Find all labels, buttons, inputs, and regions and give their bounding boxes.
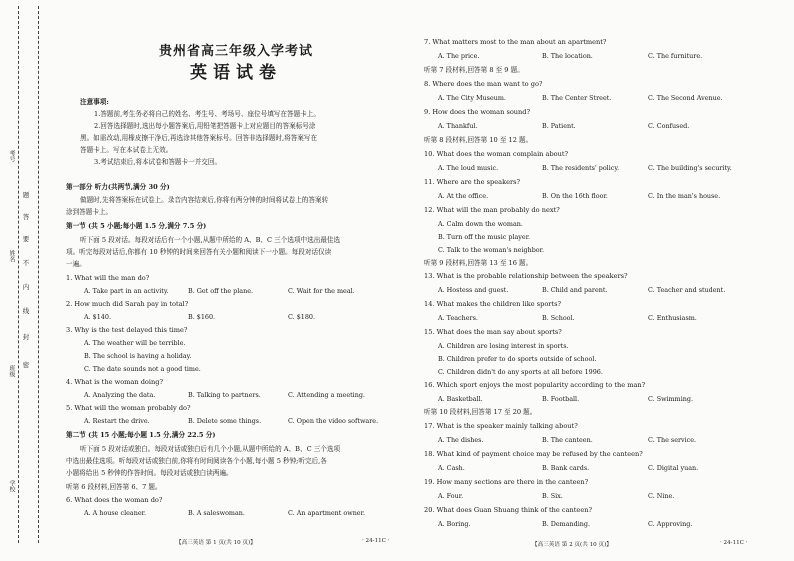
name-label: 姓名 xyxy=(8,250,15,262)
option-a: A. At the office. xyxy=(438,192,489,200)
option-a: A. The price. xyxy=(438,52,480,60)
option-c: C. The date sounds not a good time. xyxy=(84,365,201,373)
section2-intro: 中选出最佳选项。听每段对话或独白前,你将有时间阅读各个小题,每小题 5 秒钟;听完后,各 xyxy=(66,457,327,465)
option-b: B. The residents' policy. xyxy=(542,164,620,172)
option-a: A. Boring. xyxy=(438,520,471,528)
option-a: A. Restart the drive. xyxy=(84,417,150,425)
option-a: A. Four. xyxy=(438,492,464,500)
school-label: 学校 xyxy=(8,480,15,492)
notes-heading: 注意事项: xyxy=(80,98,109,106)
option-a: A. The loud music. xyxy=(438,164,499,172)
question-5: 5. What will the woman probably do? xyxy=(66,404,191,412)
seal-char: 答 xyxy=(22,213,30,221)
option-a: A. Hostess and guest. xyxy=(438,286,509,294)
question-16: 16. Which sport enjoys the most popularity according to the man? xyxy=(424,381,646,389)
option-c: C. The building's security. xyxy=(648,164,732,172)
section1-intro: 项。听完每段对话后,你都有 10 秒钟的时间来回答有关小题和阅读下一小题。每段对话仅读 xyxy=(66,248,332,256)
exam-no-label: 考号 xyxy=(8,150,15,162)
option-c: C. Swimming. xyxy=(648,395,694,403)
question-7: 7. What matters most to the man about an apartment? xyxy=(424,38,607,46)
option-b: B. The Center Street. xyxy=(542,94,612,102)
listen-instruction: 听第 6 段材料,回答第 6、7 题。 xyxy=(66,483,162,491)
option-c: C. The service. xyxy=(648,436,697,444)
option-b: B. The location. xyxy=(542,52,593,60)
option-a: A. Teachers. xyxy=(438,314,478,322)
question-4: 4. What is the woman doing? xyxy=(66,378,164,386)
option-a: A. The dishes. xyxy=(438,436,484,444)
option-a: A. Cash. xyxy=(438,464,465,472)
section1-intro: 听下面 5 段对话。每段对话后有一个小题,从题中所给的 A、B、C 三个选项中选出最佳选 xyxy=(80,236,341,244)
option-b: B. Bank cards. xyxy=(542,464,590,472)
option-a: A. Basketball. xyxy=(438,395,483,403)
option-b: B. The canteen. xyxy=(542,436,593,444)
option-c: C. Wait for the meal. xyxy=(288,287,355,295)
option-a: A. Thankful. xyxy=(438,122,478,130)
question-6: 6. What does the woman do? xyxy=(66,496,163,504)
section2-intro: 听下面 5 段对话或独白。每段对话或独白后有几个小题,从题中所给的 A、B、C 三个选项 xyxy=(80,445,341,453)
option-c: C. Approving. xyxy=(648,520,693,528)
question-8: 8. Where does the man want to go? xyxy=(424,80,543,88)
section2-heading: 第二节 (共 15 小题;每小题 1.5 分,满分 22.5 分) xyxy=(66,431,216,439)
option-b: B. Turn off the music player. xyxy=(438,233,531,241)
option-a: A. Analyzing the data. xyxy=(84,391,156,399)
page-code: · 24-11C · xyxy=(720,540,748,546)
section1-intro: 一遍。 xyxy=(66,260,86,268)
page-footer: 【高三英语 第 1 页(共 10 页)】 xyxy=(176,540,256,546)
option-c: C. Enthusiasm. xyxy=(648,314,697,322)
question-1: 1. What will the man do? xyxy=(66,274,150,282)
option-b: B. Child and parent. xyxy=(542,286,608,294)
question-9: 9. How does the woman sound? xyxy=(424,108,531,116)
question-13: 13. What is the probable relationship between the speakers? xyxy=(424,272,628,280)
question-19: 19. How many sections are there in the canteen? xyxy=(424,478,589,486)
option-a: A. The City Museum. xyxy=(438,94,506,102)
option-a: A. The weather will be terrible. xyxy=(84,339,186,347)
option-c: C. Teacher and student. xyxy=(648,286,726,294)
seal-char: 内 xyxy=(22,283,30,291)
question-3: 3. Why is the test delayed this time? xyxy=(66,326,188,334)
exam-title: 贵州省高三年级入学考试 xyxy=(158,44,313,59)
listen-instruction: 听第 10 段材料,回答第 17 至 20 题。 xyxy=(424,408,537,416)
option-a: A. A house cleaner. xyxy=(84,509,146,517)
notes-line: 3.考试结束后,将本试卷和答题卡一并交回。 xyxy=(94,158,222,166)
page-footer: 【高三英语 第 2 页(共 10 页)】 xyxy=(532,542,612,548)
option-c: C. Children didn't do any sports at all before 1996. xyxy=(438,368,603,376)
option-c: C. Confused. xyxy=(648,122,690,130)
option-a: A. Calm down the woman. xyxy=(438,220,523,228)
option-c: C. $180. xyxy=(288,313,316,321)
option-b: B. A saleswoman. xyxy=(188,509,245,517)
option-b: B. $160. xyxy=(188,313,216,321)
option-b: B. Patient. xyxy=(542,122,576,130)
option-b: B. Talking to partners. xyxy=(188,391,261,399)
option-a: A. Take part in an activity. xyxy=(84,287,169,295)
option-b: B. Six. xyxy=(542,492,563,500)
option-a: A. Children are losing interest in sports. xyxy=(438,342,569,350)
binding-strip xyxy=(0,0,62,561)
class-label: 班级 xyxy=(8,365,15,377)
option-c: C. Attending a meeting. xyxy=(288,391,365,399)
notes-line: 1.答题前,考生务必将自己的姓名、考生号、考场号、座位号填写在答题卡上。 xyxy=(94,110,320,118)
section1-heading: 第一节 (共 5 小题;每小题 1.5 分,满分 7.5 分) xyxy=(66,222,207,230)
option-c: C. The Second Avenue. xyxy=(648,94,723,102)
binding-line-outer xyxy=(18,6,19,543)
option-b: B. The school is having a holiday. xyxy=(84,352,192,360)
option-c: C. Digital yuan. xyxy=(648,464,699,472)
option-c: C. Talk to the woman's neighbor. xyxy=(438,246,545,254)
question-15: 15. What does the man say about sports? xyxy=(424,328,562,336)
listen-instruction: 听第 8 段材料,回答第 10 至 12 题。 xyxy=(424,136,533,144)
option-b: B. Demanding. xyxy=(542,520,591,528)
notes-line: 答题卡上。写在本试卷上无效。 xyxy=(80,146,173,154)
page-code: · 24-11C · xyxy=(362,538,390,544)
option-b: B. Get off the plane. xyxy=(188,287,254,295)
seal-char: 不 xyxy=(22,259,30,267)
part1-heading: 第一部分 听力(共两节,满分 30 分) xyxy=(66,183,170,191)
question-18: 18. What kind of payment choice may be refused by the canteen? xyxy=(424,450,643,458)
question-2: 2. How much did Sarah pay in total? xyxy=(66,300,189,308)
option-b: B. Children prefer to do sports outside of school. xyxy=(438,355,597,363)
part1-intro: 做题时,先将答案标在试卷上。录音内容结束后,你将有两分钟的时间将试卷上的答案转 xyxy=(80,196,329,204)
notes-line: 黑。如需改动,用橡皮擦干净后,再选涂其他答案标号。回答非选择题时,将答案写在 xyxy=(80,134,318,142)
option-b: B. Delete some things. xyxy=(188,417,262,425)
listen-instruction: 听第 9 段材料,回答第 13 至 16 题。 xyxy=(424,259,533,267)
option-b: B. School. xyxy=(542,314,575,322)
option-b: B. Football. xyxy=(542,395,580,403)
notes-line: 2.回答选择题时,选出每小题答案后,用铅笔把答题卡上对应题目的答案标号涂 xyxy=(94,122,316,130)
binding-line-inner xyxy=(38,6,39,543)
question-11: 11. Where are the speakers? xyxy=(424,178,521,186)
option-c: C. In the man's house. xyxy=(648,192,721,200)
seal-char: 封 xyxy=(22,333,30,341)
option-c: C. Open the video software. xyxy=(288,417,379,425)
question-14: 14. What makes the children like sports? xyxy=(424,300,562,308)
exam-subject: 英语试卷 xyxy=(190,63,282,83)
question-20: 20. What does Guan Shuang think of the canteen? xyxy=(424,506,592,514)
section2-intro: 小题将给出 5 秒钟的作答时间。每段对话或独白读两遍。 xyxy=(66,469,233,477)
seal-char: 密 xyxy=(22,361,30,369)
option-c: C. Nine. xyxy=(648,492,675,500)
question-17: 17. What is the speaker mainly talking about? xyxy=(424,422,578,430)
seal-char: 题 xyxy=(22,191,30,199)
question-12: 12. What will the man probably do next? xyxy=(424,206,560,214)
question-10: 10. What does the woman complain about? xyxy=(424,150,569,158)
option-a: A. $140. xyxy=(84,313,111,321)
option-c: C. An apartment owner. xyxy=(288,509,365,517)
option-c: C. The furniture. xyxy=(648,52,703,60)
listen-instruction: 听第 7 段材料,回答第 8 至 9 题。 xyxy=(424,66,524,74)
seal-char: 线 xyxy=(22,307,30,315)
seal-char: 要 xyxy=(22,235,30,243)
option-b: B. On the 16th floor. xyxy=(542,192,608,200)
part1-intro: 涂到答题卡上。 xyxy=(66,208,113,216)
